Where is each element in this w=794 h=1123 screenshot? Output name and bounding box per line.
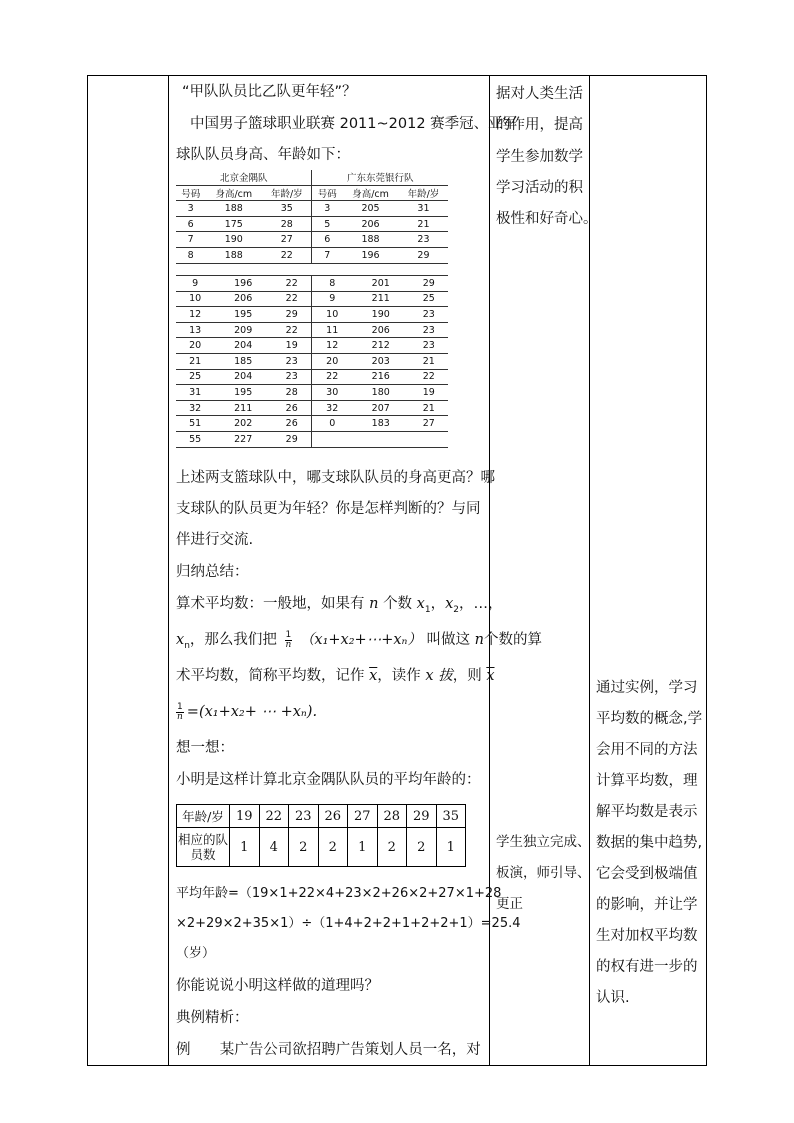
cell: 21 [176, 353, 214, 369]
table-row [176, 416, 448, 432]
table-top-border [87, 75, 707, 76]
cell: 6 [176, 216, 205, 232]
def-sum: （x₁+x₂+⋯+xₙ） [299, 632, 422, 648]
cell: 28 [262, 216, 312, 232]
cell: 8 [176, 247, 205, 263]
middle-line: 学生独立完成、 [496, 834, 591, 850]
middle-line: 据对人类生活 [496, 86, 583, 102]
cell: 190 [352, 307, 410, 323]
xiaoming-line: 小明是这样计算北京金隅队队员的平均年龄的： [176, 772, 481, 788]
cell: 188 [342, 232, 399, 248]
cell: 55 [176, 431, 214, 447]
def-text: ，读作 [377, 668, 421, 684]
cell: 6 [312, 232, 342, 248]
age-cell: 29 [407, 805, 437, 828]
read-as: x 拔 [425, 668, 453, 684]
frac-den: n [285, 639, 292, 650]
cell: 21 [410, 353, 448, 369]
x-bar: $\overline{x}$ [486, 668, 495, 684]
right-line: 生对加权平均数 [596, 928, 698, 944]
count-cell: 2 [377, 828, 407, 867]
def-text: 个数 [383, 596, 413, 612]
count-cell: 2 [318, 828, 348, 867]
middle-line: 板演，师引导、 [496, 865, 591, 881]
col-header: 年龄/岁 [399, 185, 448, 201]
roster-table [176, 170, 448, 264]
table-row [176, 201, 448, 217]
table-row [176, 216, 448, 232]
def-text: 术平均数，简称平均数，记作 [176, 668, 365, 684]
table-right-border [706, 75, 707, 1066]
cell: 23 [410, 307, 448, 323]
formula-body: =(x₁+x₂+ ⋯ +xₙ). [186, 704, 318, 720]
cell: 209 [214, 322, 272, 338]
right-line: 的影响，并让学 [596, 897, 698, 913]
age-cell: 19 [230, 805, 260, 828]
cell: 9 [176, 276, 214, 292]
cell: 20 [176, 338, 214, 354]
cell: 7 [312, 247, 342, 263]
right-line: 平均数的概念,学 [596, 711, 703, 727]
roster-table-continued [176, 275, 448, 448]
right-line: 解平均数是表示 [596, 804, 698, 820]
cell: 26 [272, 416, 312, 432]
cell: 25 [176, 369, 214, 385]
cell: 204 [214, 338, 272, 354]
table-row [176, 400, 448, 416]
cell: 22 [272, 322, 312, 338]
cell: 29 [272, 431, 312, 447]
table-row [177, 805, 466, 828]
def-sub: 2 [453, 604, 460, 615]
cell: 27 [262, 232, 312, 248]
age-cell: 26 [318, 805, 348, 828]
cell: 22 [272, 276, 312, 292]
column-divider-1 [168, 75, 169, 1066]
question-line-2: 支球队的队员更为年轻？你是怎样判断的？与同 [176, 501, 481, 517]
fraction-one-over-n [176, 703, 184, 722]
right-line: 认识. [596, 990, 630, 1006]
row-label-age: 年龄/岁 [177, 805, 230, 828]
frac-den: n [177, 711, 183, 722]
intro-question: “甲队队员比乙队更年轻”？ [182, 84, 357, 100]
cell: 27 [410, 416, 448, 432]
def-x2: x [445, 596, 454, 612]
cell [312, 431, 352, 447]
table-bottom-border [87, 1065, 707, 1066]
cell: 211 [214, 400, 272, 416]
count-cell: 1 [348, 828, 378, 867]
col-header: 身高/cm [342, 185, 399, 201]
cell: 12 [312, 338, 352, 354]
cell: 175 [205, 216, 262, 232]
count-cell: 4 [259, 828, 289, 867]
cell: 10 [176, 291, 214, 307]
cell: 23 [410, 338, 448, 354]
count-cell: 1 [436, 828, 466, 867]
cell: 28 [272, 385, 312, 401]
def-text: 个数的算 [483, 632, 542, 648]
cell: 20 [312, 353, 352, 369]
cell: 7 [176, 232, 205, 248]
cell: 19 [272, 338, 312, 354]
question-line-3: 伴进行交流. [176, 532, 254, 548]
cell: 31 [399, 201, 448, 217]
cell: 216 [352, 369, 410, 385]
right-line: 计算平均数，理 [596, 773, 698, 789]
count-cell: 2 [407, 828, 437, 867]
cell: 21 [410, 400, 448, 416]
cell: 196 [214, 276, 272, 292]
frac-num: 1 [177, 701, 183, 712]
cell: 5 [312, 216, 342, 232]
team-b-name: 广东东莞银行队 [312, 170, 448, 185]
cell: 12 [176, 307, 214, 323]
cell: 31 [176, 385, 214, 401]
cell: 23 [410, 322, 448, 338]
right-line: 通过实例，学习 [596, 680, 698, 696]
cell: 207 [352, 400, 410, 416]
table-row [176, 353, 448, 369]
def-text: 叫做这 [426, 632, 471, 648]
age-cell: 27 [348, 805, 378, 828]
definition-line-1: 算术平均数：一般地，如果有 n 个数 $x_1$，$x_2$，…， [176, 596, 503, 615]
cell: 185 [214, 353, 272, 369]
team-a-name: 北京金隅队 [176, 170, 312, 185]
example-line [176, 1040, 481, 1060]
cell: 51 [176, 416, 214, 432]
cell [352, 431, 410, 447]
cell: 188 [205, 247, 262, 263]
summary-title: 归纳总结： [176, 564, 249, 580]
cell: 227 [214, 431, 272, 447]
table-row [176, 338, 448, 354]
cell: 29 [399, 247, 448, 263]
cell: 32 [312, 400, 352, 416]
def-xn: x [176, 632, 185, 648]
table-row [176, 232, 448, 248]
middle-line: 更正 [496, 896, 523, 912]
cell: 29 [272, 307, 312, 323]
cell: 188 [205, 201, 262, 217]
cell: 35 [262, 201, 312, 217]
def-x1: x [416, 596, 425, 612]
frac-num: 1 [285, 629, 292, 640]
right-line: 会用不同的方法 [596, 742, 698, 758]
cell: 9 [312, 291, 352, 307]
table-row [176, 322, 448, 338]
cell: 26 [272, 400, 312, 416]
middle-line: 的作用，提高 [496, 117, 583, 133]
table-row [176, 385, 448, 401]
cell: 11 [312, 322, 352, 338]
cell: 22 [262, 247, 312, 263]
definition-line-3 [176, 666, 495, 686]
col-header: 号码 [176, 185, 205, 201]
def-sub: n [184, 640, 190, 651]
table-row [177, 828, 466, 867]
cell: 22 [272, 291, 312, 307]
table-row [176, 307, 448, 323]
cell: 29 [410, 276, 448, 292]
cell: 190 [205, 232, 262, 248]
def-n: n [474, 632, 484, 648]
col-header: 号码 [312, 185, 342, 201]
count-cell: 1 [230, 828, 260, 867]
cell: 203 [352, 353, 410, 369]
middle-line: 学习活动的积 [496, 180, 583, 196]
age-cell: 35 [436, 805, 466, 828]
count-cell: 2 [289, 828, 319, 867]
col-header: 身高/cm [205, 185, 262, 201]
age-cell: 22 [259, 805, 289, 828]
table-row [176, 369, 448, 385]
def-n: n [369, 596, 379, 612]
table-row [176, 431, 448, 447]
middle-line: 极性和好奇心。 [496, 211, 598, 227]
example-label: 例 [176, 1042, 191, 1058]
right-line: 它会受到极端值 [596, 866, 698, 882]
cell: 206 [342, 216, 399, 232]
cell: 13 [176, 322, 214, 338]
league-line: 中国男子篮球职业联赛 2011~2012 赛季冠、亚军 [190, 116, 518, 132]
cell: 10 [312, 307, 352, 323]
cell: 196 [342, 247, 399, 263]
cell: 202 [214, 416, 272, 432]
right-line: 的权有进一步的 [596, 959, 698, 975]
average-age-line-3: （岁） [176, 946, 216, 961]
think-title: 想一想： [176, 740, 234, 756]
cell: 204 [214, 369, 272, 385]
cell: 183 [352, 416, 410, 432]
cell: 0 [312, 416, 352, 432]
fraction-one-over-n [285, 631, 293, 650]
cell: 3 [312, 201, 342, 217]
table-row [176, 291, 448, 307]
age-distribution-table [176, 804, 466, 867]
average-age-line-1: 平均年龄=（19×1+22×4+23×2+26×2+27×1+28 [176, 886, 502, 901]
age-cell: 23 [289, 805, 319, 828]
cell: 195 [214, 385, 272, 401]
cell [410, 431, 448, 447]
cell: 22 [410, 369, 448, 385]
cell: 206 [352, 322, 410, 338]
age-cell: 28 [377, 805, 407, 828]
table-row [176, 247, 448, 263]
example-text: 某广告公司欲招聘广告策划人员一名，对 [219, 1042, 481, 1058]
question-line-1: 上述两支篮球队中，哪支球队队员的身高更高？哪 [176, 470, 495, 486]
middle-line: 学生参加数学 [496, 149, 583, 165]
cell: 201 [352, 276, 410, 292]
cell: 32 [176, 400, 214, 416]
league-line-2: 球队队员身高、年龄如下： [176, 147, 350, 163]
cell: 23 [272, 353, 312, 369]
right-line: 数据的集中趋势, [596, 835, 703, 851]
cell: 19 [410, 385, 448, 401]
cell: 3 [176, 201, 205, 217]
cell: 23 [272, 369, 312, 385]
cell: 206 [214, 291, 272, 307]
def-dots: ，…， [459, 596, 503, 612]
cell: 212 [352, 338, 410, 354]
col-header: 年龄/岁 [262, 185, 312, 201]
cell: 211 [352, 291, 410, 307]
cell: 205 [342, 201, 399, 217]
average-age-line-2: ×2+29×2+35×1）÷（1+4+2+2+1+2+2+1）=25.4 [176, 916, 521, 931]
cell: 22 [312, 369, 352, 385]
reason-question: 你能说说小明这样做的道理吗？ [176, 978, 379, 994]
def-text: ，则 [452, 668, 482, 684]
def-text: 算术平均数：一般地，如果有 [176, 596, 365, 612]
table-row [176, 276, 448, 292]
def-sub: 1 [424, 604, 431, 615]
cell: 25 [410, 291, 448, 307]
table-left-border [87, 75, 88, 1066]
def-text: ，那么我们把 [189, 632, 277, 648]
mean-formula [176, 702, 317, 722]
cell: 21 [399, 216, 448, 232]
cell: 195 [214, 307, 272, 323]
cell: 30 [312, 385, 352, 401]
cell: 23 [399, 232, 448, 248]
definition-line-2 [176, 630, 542, 656]
x-bar: $\overline{x}$ [369, 668, 378, 684]
cell: 180 [352, 385, 410, 401]
row-label-count: 相应的队员数 [177, 828, 230, 867]
cell: 8 [312, 276, 352, 292]
example-title: 典例精析： [176, 1010, 249, 1026]
